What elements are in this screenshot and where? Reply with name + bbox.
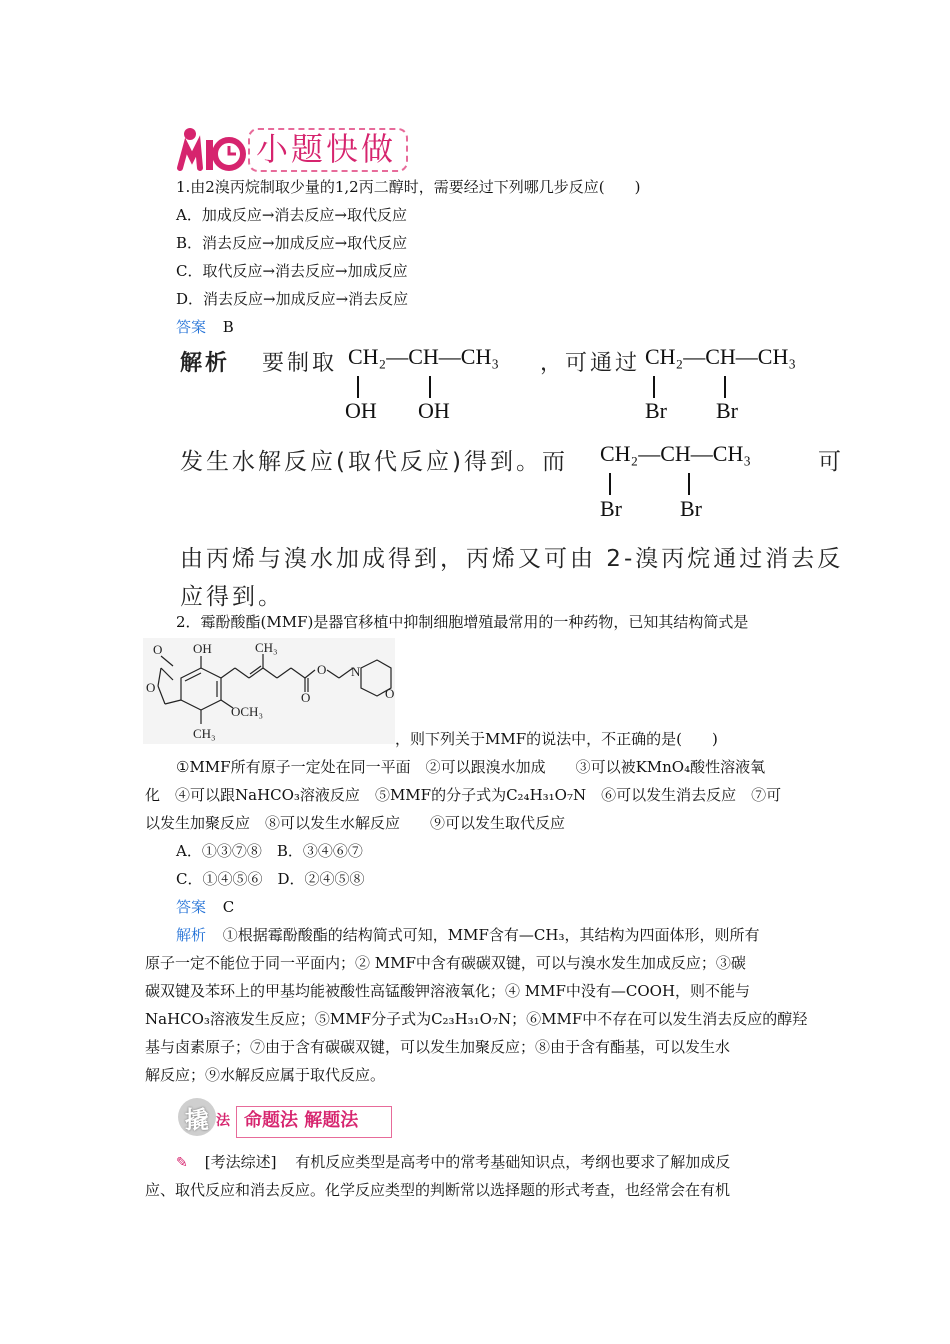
formula-oh-1: OH <box>345 398 377 423</box>
q1-exp-text6: 应得到。 <box>180 584 284 610</box>
section2-text1: 有机反应类型是高考中的常考基础知识点，考纲也要求了解加成反 <box>295 1153 731 1171</box>
explanation-label: 解析 <box>176 926 207 944</box>
q1-answer <box>176 317 234 337</box>
bond-line <box>724 376 726 398</box>
struct-label-ch3-2: CH₃ <box>193 726 216 741</box>
q1-exp-text1: 要制取 <box>262 351 338 376</box>
formula-br-3: Br <box>600 496 622 521</box>
badge-char: 撬 <box>185 1105 209 1134</box>
section2-line2: 应、取代反应和消去反应。化学反应类型的判断常以选择题的形式考查，也经常会在有机 <box>145 1181 731 1199</box>
q2-question-tail: ，则下列关于MMF的说法中，不正确的是( ) <box>395 730 718 748</box>
struct-label-ch3: CH₃ <box>255 640 278 655</box>
section2-badge-sub: 法 <box>216 1113 230 1129</box>
q1-exp-text4: 可 <box>818 449 844 475</box>
q2-options-1: A．①③⑦⑧ B．③④⑥⑦ <box>176 842 363 860</box>
section-header-logo <box>176 124 246 174</box>
logo-icon <box>176 124 246 174</box>
struct-label-o1: O <box>153 642 163 657</box>
answer-value: B <box>222 318 234 336</box>
q2-explanation-1 <box>176 925 760 945</box>
formula-dibromide-1: CH₂—CH—CH₃ <box>645 344 797 369</box>
formula-br-1: Br <box>645 398 667 423</box>
q2-question <box>176 612 748 632</box>
struct-label-och3: OCH₃ <box>231 704 263 719</box>
answer-value: C <box>222 898 235 916</box>
formula-diol: CH₂—CH—CH₃ <box>348 344 500 369</box>
q1-exp-text5: 由丙烯与溴水加成得到，丙烯又可由 2-溴丙烷通过消去反 <box>180 546 844 572</box>
q2-options-2: C．①④⑤⑥ D．②④⑤⑧ <box>176 870 365 888</box>
explanation-text: ①根据霉酚酸酯的结构简式可知，MMF含有—CH₃，其结构为四面体形，则所有 <box>222 926 760 944</box>
mmf-structure-diagram <box>143 638 395 744</box>
q1-option-b: B．消去反应→加成反应→取代反应 <box>176 234 408 252</box>
struct-label-o5: O <box>385 686 395 701</box>
struct-label-o4: O <box>317 662 327 677</box>
q2-explanation-6: 解反应；⑨水解反应属于取代反应。 <box>145 1066 386 1084</box>
q1-explanation-label: 解析 <box>180 351 231 376</box>
bond-line <box>688 473 690 495</box>
bond-line <box>653 376 655 398</box>
q2-explanation-5: 基与卤素原子；⑦由于含有碳碳双键，可以发生加聚反应；⑧由于含有酯基，可以发生水 <box>145 1038 731 1056</box>
struct-label-o2: O <box>146 680 156 695</box>
q2-statements-2: 化 ④可以跟NaHCO₃溶液反应 ⑤MMF的分子式为C₂₄H₃₁O₇N ⑥可以发生消去反应 ⑦可 <box>145 786 782 804</box>
formula-br-4: Br <box>680 496 702 521</box>
q1-exp-text3: 发生水解反应(取代反应)得到。而 <box>180 449 568 475</box>
mmf-structure <box>143 638 395 744</box>
tag-label: [考法综述] <box>204 1153 277 1171</box>
bond-line <box>609 473 611 495</box>
formula-oh-2: OH <box>418 398 450 423</box>
section-title: 小题快做 <box>256 130 397 168</box>
q1-question: 1.由2溴丙烷制取少量的1,2丙二醇时，需要经过下列哪几步反应( ) <box>176 178 641 196</box>
answer-label: 答案 <box>176 318 207 336</box>
q1-option-d: D．消去反应→加成反应→消去反应 <box>176 290 409 308</box>
struct-label-oh: OH <box>193 641 212 656</box>
section2-title: 命题法 解题法 <box>244 1110 359 1131</box>
struct-label-o3: O <box>301 690 311 705</box>
q1-option-a: A．加成反应→消去反应→取代反应 <box>176 206 407 224</box>
q2-statements-3: 以发生加聚反应 ⑧可以发生水解反应 ⑨可以发生取代反应 <box>145 814 566 832</box>
q2-explanation-2: 原子一定不能位于同一平面内；② MMF中含有碳碳双键，可以与溴水发生加成反应；③碳 <box>145 954 746 972</box>
bond-line <box>357 376 359 398</box>
struct-label-n: N <box>351 664 361 679</box>
formula-br-2: Br <box>716 398 738 423</box>
answer-label: 答案 <box>176 898 207 916</box>
q2-answer <box>176 897 234 917</box>
formula-dibromide-2: CH₂—CH—CH₃ <box>600 441 752 466</box>
section2-line1 <box>176 1152 730 1173</box>
bond-line <box>429 376 431 398</box>
q2-explanation-3: 碳双键及苯环上的甲基均能被酸性高锰酸钾溶液氧化；④ MMF中没有—COOH，则不能与 <box>145 982 751 1000</box>
pen-icon: ✎ <box>176 1155 188 1171</box>
q2-question-text: 2．霉酚酸酯(MMF)是器官移植中抑制细胞增殖最常用的一种药物，已知其结构简式是 <box>176 613 749 631</box>
q1-option-c: C．取代反应→消去反应→加成反应 <box>176 262 408 280</box>
q1-exp-text2: ，可通过 <box>540 351 641 376</box>
q2-explanation-4: NaHCO₃溶液发生反应；⑤MMF分子式为C₂₃H₃₁O₇N；⑥MMF中不存在可以发生消去反应的醇羟 <box>145 1010 808 1028</box>
q2-statements-1: ①MMF所有原子一定处在同一平面 ②可以跟溴水加成 ③可以被KMnO₄酸性溶液氧 <box>176 758 766 776</box>
section2-badge <box>178 1098 216 1136</box>
